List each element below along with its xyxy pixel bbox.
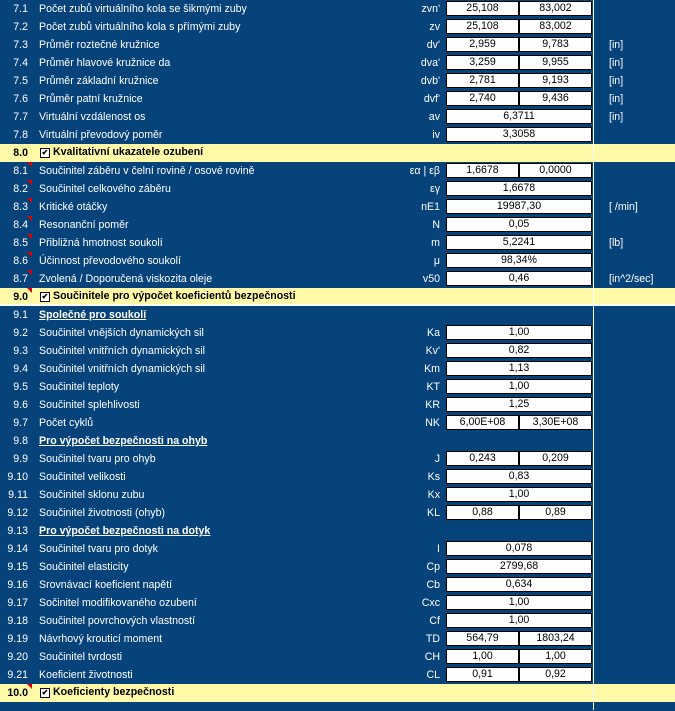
value-cell-gear[interactable]: 9,783: [519, 37, 592, 52]
row-symbol: KT: [426, 381, 440, 393]
table-row: [0, 252, 675, 270]
row-label: Koeficient životnosti: [39, 669, 133, 681]
row-label: Součinitel tvaru pro ohyb: [39, 453, 156, 465]
row-number: 9.6: [13, 399, 28, 411]
value-cell-gear[interactable]: 0,89: [519, 505, 592, 520]
table-row: [0, 360, 675, 378]
row-unit: [in]: [609, 75, 624, 87]
row-number: 9.20: [7, 651, 28, 663]
value-cell[interactable]: 1,00: [446, 595, 592, 610]
comment-marker-icon: [27, 252, 32, 257]
value-cell-pinion[interactable]: 0,91: [446, 667, 519, 682]
value-cell-gear[interactable]: 0,0000: [519, 163, 592, 178]
row-symbol: εγ: [429, 183, 440, 195]
value-cell-pinion[interactable]: 564,79: [446, 631, 519, 646]
row-symbol: Kv': [425, 345, 440, 357]
value-cell[interactable]: 0,46: [446, 271, 592, 286]
row-number: 9.2: [13, 327, 28, 339]
checkbox-icon[interactable]: ✔: [41, 688, 49, 697]
value-cell-pinion[interactable]: 0,243: [446, 451, 519, 466]
value-cell[interactable]: 2799,68: [446, 559, 592, 574]
row-label: Virtuální převodový poměr: [39, 129, 163, 141]
row-label: Návrhový krouticí moment: [39, 633, 163, 645]
row-number: 7.1: [13, 3, 28, 15]
table-row: [0, 36, 675, 54]
value-cell[interactable]: 0,634: [446, 577, 592, 592]
row-label: Součinitel povrchových vlastností: [39, 615, 196, 627]
row-symbol: dvb': [420, 75, 440, 87]
subsection-title: Společné pro soukolí: [39, 309, 147, 321]
row-number: 7.5: [13, 75, 28, 87]
table-row: [0, 540, 675, 558]
row-symbol: zvn': [421, 3, 440, 15]
row-symbol: m: [431, 237, 440, 249]
table-row: [0, 414, 675, 432]
row-number: 8.1: [13, 165, 28, 177]
row-label: Součinitel elasticity: [39, 561, 129, 573]
comment-marker-icon: [27, 180, 32, 185]
table-row: [0, 486, 675, 504]
row-number: 8.2: [13, 183, 28, 195]
row-number: 7.2: [13, 21, 28, 33]
row-symbol: av: [428, 111, 440, 123]
row-label: Kritické otáčky: [39, 201, 108, 213]
value-cell[interactable]: 1,13: [446, 361, 592, 376]
value-cell[interactable]: 5,2241: [446, 235, 592, 250]
row-number: 10.0: [7, 687, 28, 699]
value-cell-pinion[interactable]: 1,00: [446, 649, 519, 664]
row-symbol: dv': [426, 39, 440, 51]
value-cell[interactable]: 0,83: [446, 469, 592, 484]
row-number: 9.8: [13, 435, 28, 447]
row-label: Průměr roztečné kružnice: [39, 39, 160, 51]
row-symbol: CL: [426, 669, 440, 681]
table-row: [0, 0, 675, 18]
row-symbol: zv: [429, 21, 440, 33]
row-label: Resonanční poměr: [39, 219, 129, 231]
row-symbol: Km: [424, 363, 440, 375]
section-title: Koeficienty bezpečnosti: [53, 686, 175, 698]
row-symbol: Cxc: [421, 597, 440, 609]
table-row: [0, 198, 675, 216]
row-symbol: Ks: [427, 471, 440, 483]
row-unit: [in^2/sec]: [609, 273, 654, 285]
value-cell-pinion[interactable]: 6,00E+08: [446, 415, 519, 430]
table-row: [0, 324, 675, 342]
value-cell-pinion[interactable]: 25,108: [446, 19, 519, 34]
value-cell-gear[interactable]: 9,193: [519, 73, 592, 88]
table-row: [0, 216, 675, 234]
table-row: [0, 378, 675, 396]
table-row: [0, 72, 675, 90]
row-number: 9.14: [7, 543, 28, 555]
value-cell[interactable]: 98,34%: [446, 253, 592, 268]
row-label: Součinitel splehlivosti: [39, 399, 140, 411]
row-number: 9.15: [7, 561, 28, 573]
row-label: Sočinitel modifikovaného ozubení: [39, 597, 197, 609]
comment-marker-icon: [27, 216, 32, 221]
row-unit: [lb]: [609, 237, 624, 249]
comment-marker-icon: [27, 684, 32, 689]
row-label: Součinitel velikosti: [39, 471, 126, 483]
comment-marker-icon: [27, 198, 32, 203]
row-symbol: CH: [424, 651, 440, 663]
row-label: Zvolená / Doporučená viskozita oleje: [39, 273, 213, 285]
row-symbol: N: [432, 219, 440, 231]
checkbox-icon[interactable]: ✔: [41, 148, 49, 157]
value-cell[interactable]: 1,00: [446, 613, 592, 628]
row-number: 9.3: [13, 345, 28, 357]
value-cell-pinion[interactable]: 1,6678: [446, 163, 519, 178]
value-cell[interactable]: 1,00: [446, 487, 592, 502]
row-number: 9.13: [7, 525, 28, 537]
row-label: Součinitel sklonu zubu: [39, 489, 145, 501]
value-cell-pinion[interactable]: 2,781: [446, 73, 519, 88]
row-number: 8.4: [13, 219, 28, 231]
row-symbol: Cb: [426, 579, 440, 591]
row-number: 9.7: [13, 417, 28, 429]
row-symbol: iv: [432, 129, 440, 141]
section-title: Součinitele pro výpočet koeficientů bezpečnosti: [53, 290, 296, 302]
value-cell[interactable]: 0,82: [446, 343, 592, 358]
table-row: [0, 18, 675, 36]
row-number: 8.7: [13, 273, 28, 285]
subsection-title: Pro výpočet bezpečnosti na ohyb: [39, 435, 208, 447]
row-symbol: Cp: [426, 561, 440, 573]
checkbox-icon[interactable]: ✔: [41, 292, 49, 301]
table-row: [0, 342, 675, 360]
row-label: Účinnost převodového soukolí: [39, 255, 181, 267]
table-row: [0, 270, 675, 288]
row-unit: [in]: [609, 57, 624, 69]
table-row: [0, 576, 675, 594]
row-symbol: KR: [425, 399, 440, 411]
row-label: Součinitel vnějších dynamických sil: [39, 327, 204, 339]
row-label: Součinitel životnosti (ohyb): [39, 507, 166, 519]
row-unit: [in]: [609, 111, 624, 123]
row-label: Virtuální vzdálenost os: [39, 111, 146, 123]
comment-marker-icon: [27, 234, 32, 239]
table-row: [0, 630, 675, 648]
value-cell[interactable]: 1,00: [446, 379, 592, 394]
table-row: [0, 54, 675, 72]
row-number: 9.17: [7, 597, 28, 609]
row-number: 8.3: [13, 201, 28, 213]
row-number: 9.9: [13, 453, 28, 465]
table-row: [0, 234, 675, 252]
row-label: Součinitel vnitřních dynamických sil: [39, 345, 206, 357]
table-row: [0, 450, 675, 468]
value-cell[interactable]: 1,25: [446, 397, 592, 412]
row-label: Součinitel tvaru pro dotyk: [39, 543, 158, 555]
comment-marker-icon: [27, 270, 32, 275]
value-cell-pinion[interactable]: 3,259: [446, 55, 519, 70]
row-label: Srovnávací koeficient napětí: [39, 579, 173, 591]
row-number: 8.5: [13, 237, 28, 249]
row-number: 7.7: [13, 111, 28, 123]
row-number: 9.10: [7, 471, 28, 483]
section-header: [0, 684, 675, 702]
value-cell-gear[interactable]: 0,92: [519, 667, 592, 682]
row-label: Počet zubů virtuálního kola s přímými zuby: [39, 21, 241, 33]
value-cell-pinion[interactable]: 0,88: [446, 505, 519, 520]
table-row: [0, 432, 675, 450]
row-number: 9.0: [13, 291, 28, 303]
column-divider: [593, 0, 594, 710]
value-cell-gear[interactable]: 0,209: [519, 451, 592, 466]
value-cell[interactable]: 0,078: [446, 541, 592, 556]
row-number: 9.5: [13, 381, 28, 393]
value-cell-gear[interactable]: 9,436: [519, 91, 592, 106]
row-number: 9.18: [7, 615, 28, 627]
table-row: [0, 666, 675, 684]
value-cell[interactable]: 19987,30: [446, 199, 592, 214]
row-number: 7.6: [13, 93, 28, 105]
section-header: [0, 144, 675, 162]
row-number: 7.3: [13, 39, 28, 51]
row-label: Počet cyklů: [39, 417, 94, 429]
table-row: [0, 396, 675, 414]
row-symbol: dvf': [423, 93, 440, 105]
table-row: [0, 648, 675, 666]
row-symbol: εα | εβ: [409, 165, 440, 177]
value-cell[interactable]: 1,00: [446, 325, 592, 340]
row-symbol: NK: [425, 417, 440, 429]
row-label: Průměr hlavové kružnice da: [39, 57, 171, 69]
section-title: Kvalitativní ukazatele ozubení: [53, 146, 204, 158]
row-symbol: I: [437, 543, 440, 555]
row-symbol: Kx: [427, 489, 440, 501]
value-cell-gear[interactable]: 9,955: [519, 55, 592, 70]
row-number: 9.12: [7, 507, 28, 519]
subsection-title: Pro výpočet bezpečnosti na dotyk: [39, 525, 211, 537]
value-cell[interactable]: 1,6678: [446, 181, 592, 196]
row-label: Počet zubů virtuálního kola se šikmými zuby: [39, 3, 247, 15]
value-cell-gear[interactable]: 3,30E+08: [519, 415, 592, 430]
table-row: [0, 468, 675, 486]
row-number: 9.1: [13, 309, 28, 321]
row-unit: [in]: [609, 39, 624, 51]
row-number: 9.19: [7, 633, 28, 645]
comment-marker-icon: [27, 162, 32, 167]
row-symbol: Ka: [427, 327, 440, 339]
row-symbol: J: [434, 453, 440, 465]
row-label: Průměr patní kružnice: [39, 93, 143, 105]
table-row: [0, 306, 675, 324]
row-number: 7.4: [13, 57, 28, 69]
row-symbol: v50: [422, 273, 440, 285]
row-number: 8.6: [13, 255, 28, 267]
row-label: Průměr základní kružnice: [39, 75, 159, 87]
value-cell-gear[interactable]: 1803,24: [519, 631, 592, 646]
row-symbol: Cf: [429, 615, 440, 627]
value-cell-gear[interactable]: 83,002: [519, 19, 592, 34]
section-header: [0, 288, 675, 306]
table-row: [0, 126, 675, 144]
row-number: 8.0: [13, 147, 28, 159]
table-row: [0, 522, 675, 540]
value-cell[interactable]: 6,3711: [446, 109, 592, 124]
row-unit: [ /min]: [609, 201, 638, 213]
table-row: [0, 612, 675, 630]
row-unit: [in]: [609, 93, 624, 105]
comment-marker-icon: [27, 288, 32, 293]
value-cell[interactable]: 0,05: [446, 217, 592, 232]
row-label: Součinitel záběru v čelní rovině / osové rovině: [39, 165, 255, 177]
row-number: 9.4: [13, 363, 28, 375]
table-row: [0, 90, 675, 108]
row-number: 7.8: [13, 129, 28, 141]
row-number: 9.16: [7, 579, 28, 591]
row-label: Přibližná hmotnost soukolí: [39, 237, 163, 249]
row-label: Součinitel vnitřních dynamických sil: [39, 363, 206, 375]
row-symbol: KL: [427, 507, 440, 519]
row-label: Součinitel tvrdosti: [39, 651, 123, 663]
value-cell[interactable]: 3,3058: [446, 127, 592, 142]
row-label: Součinitel celkového záběru: [39, 183, 171, 195]
row-symbol: μ: [433, 255, 440, 267]
value-cell-pinion[interactable]: 2,740: [446, 91, 519, 106]
row-symbol: nE1: [421, 201, 440, 213]
table-row: [0, 108, 675, 126]
row-symbol: TD: [425, 633, 440, 645]
value-cell-gear[interactable]: 1,00: [519, 649, 592, 664]
value-cell-gear[interactable]: 83,002: [519, 1, 592, 16]
value-cell-pinion[interactable]: 2,959: [446, 37, 519, 52]
row-number: 9.21: [7, 669, 28, 681]
table-row: [0, 504, 675, 522]
value-cell-pinion[interactable]: 25,108: [446, 1, 519, 16]
table-row: [0, 180, 675, 198]
row-label: Součinitel teploty: [39, 381, 120, 393]
table-row: [0, 594, 675, 612]
row-symbol: dva': [420, 57, 440, 69]
table-row: [0, 558, 675, 576]
row-number: 9.11: [8, 489, 28, 501]
table-row: [0, 162, 675, 180]
